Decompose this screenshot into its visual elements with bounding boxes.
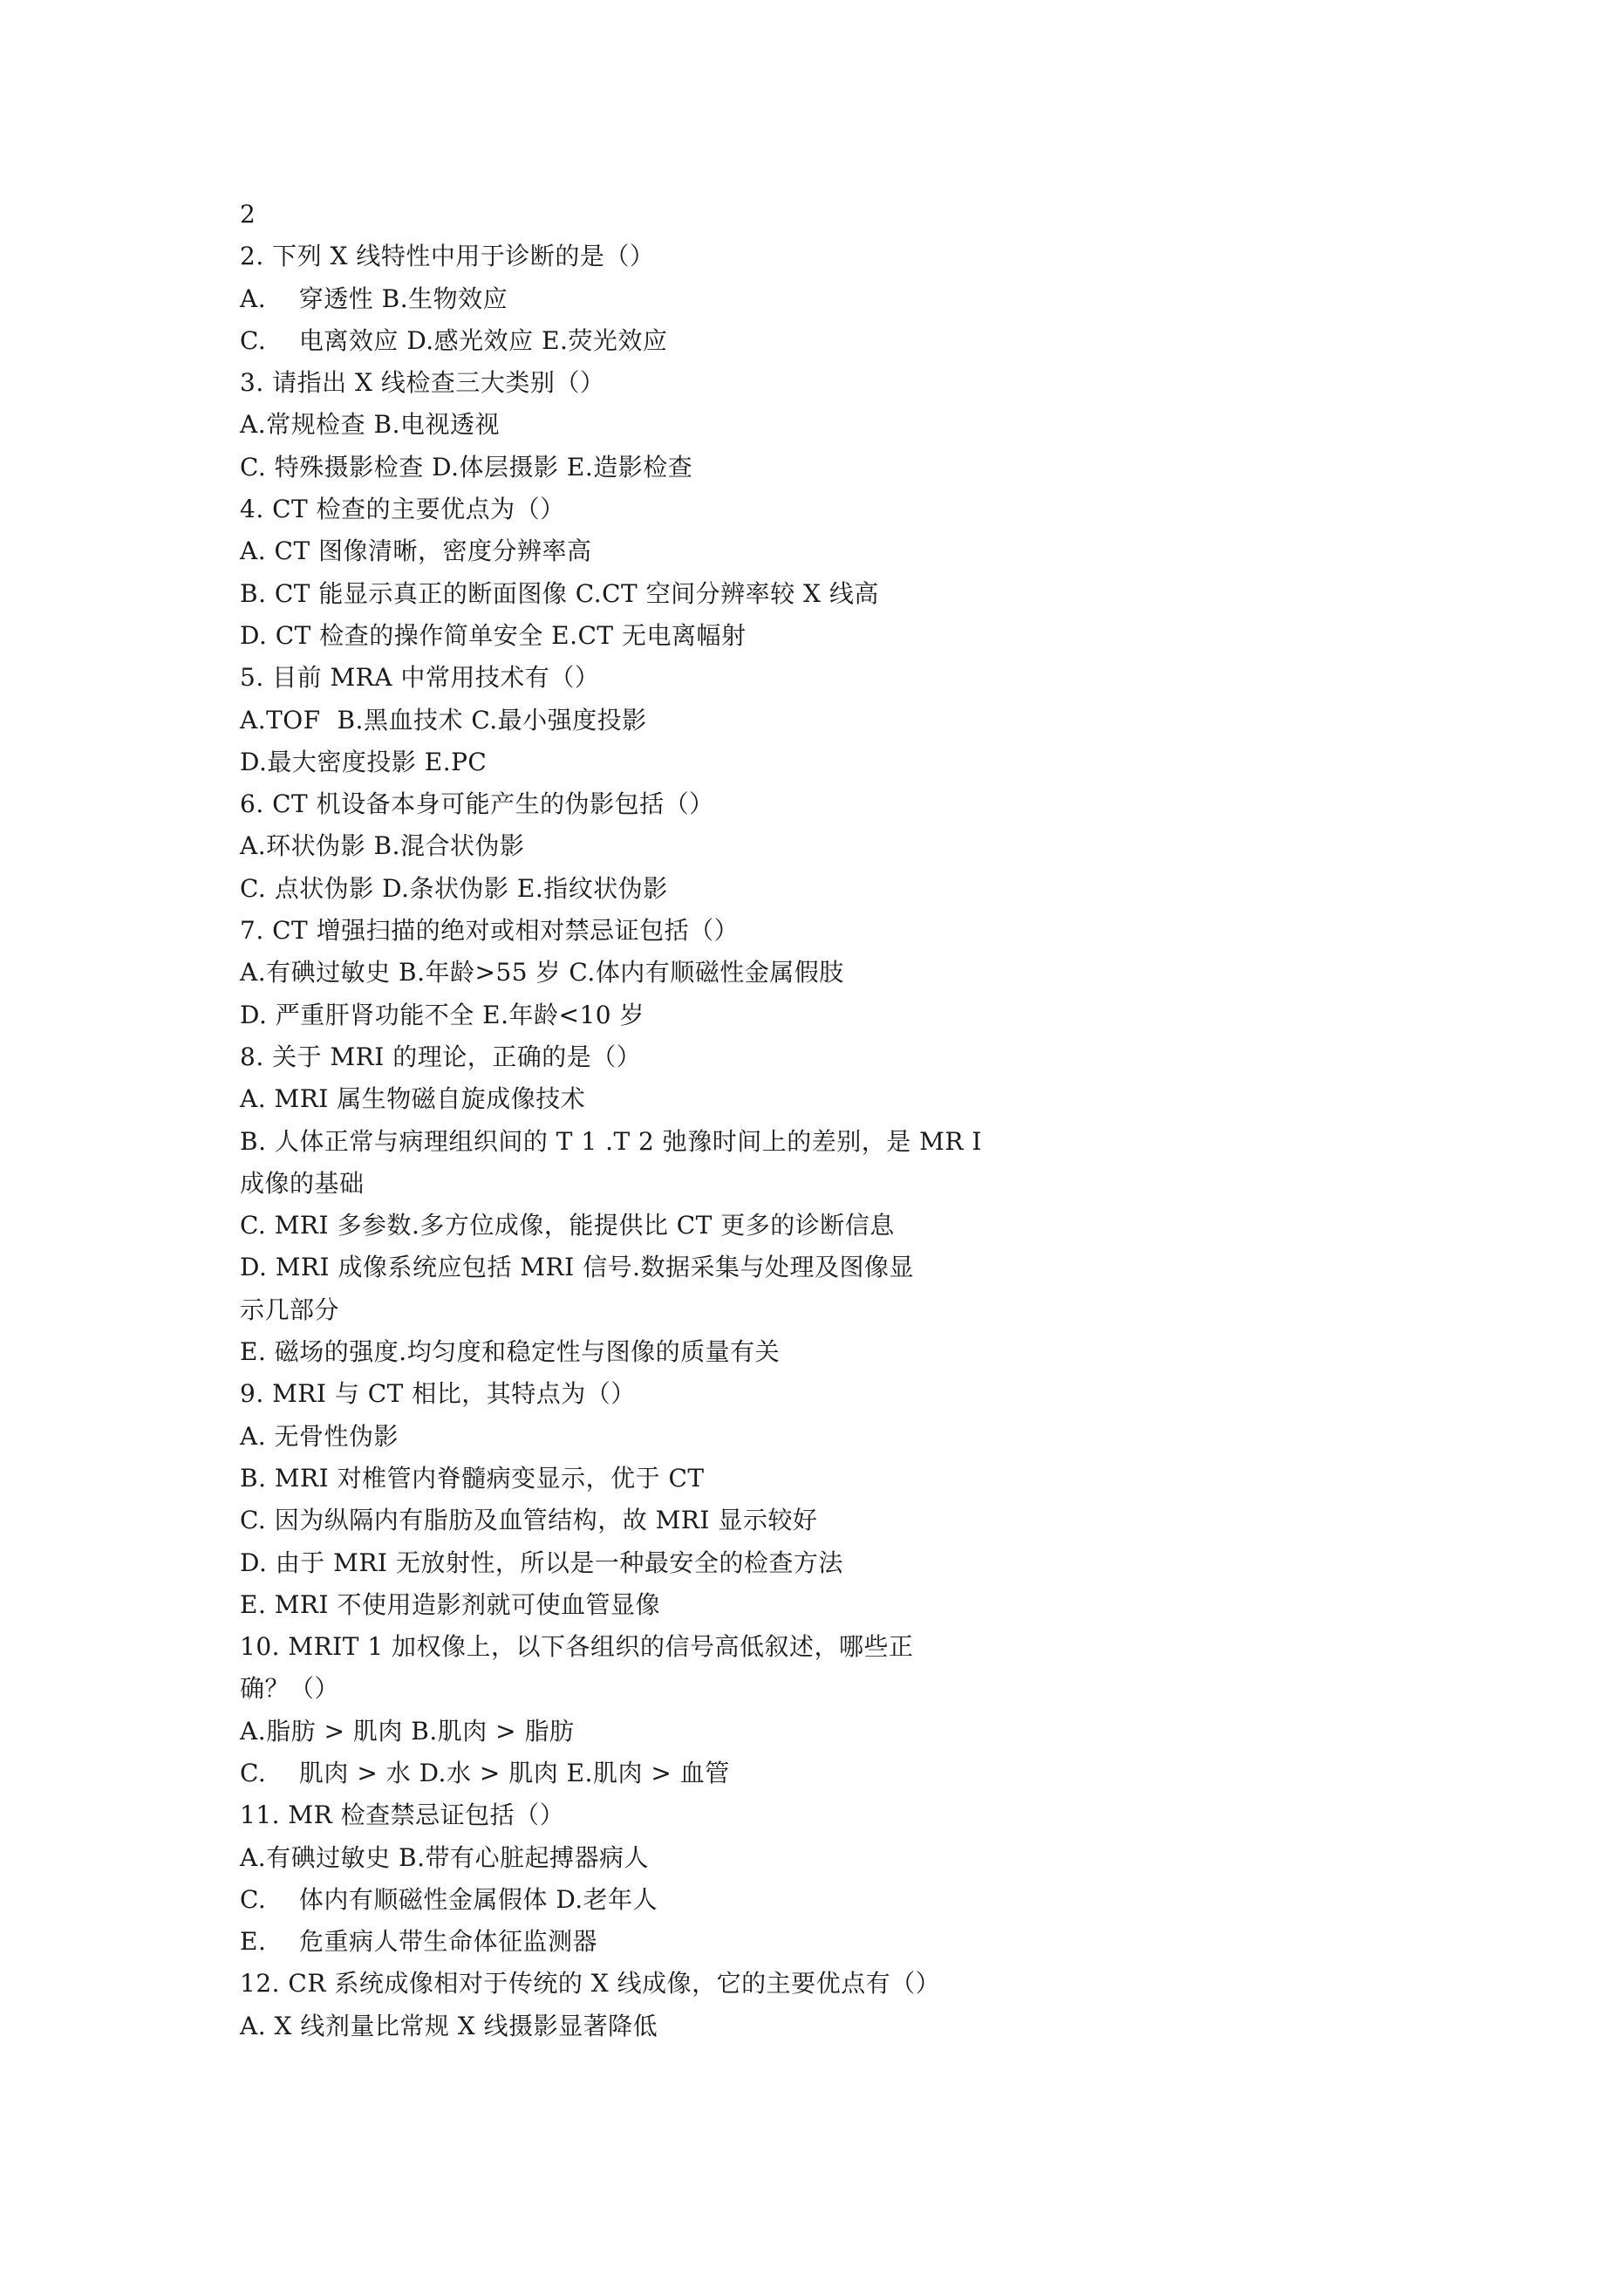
question-10-options-a-b: A.脂肪 > 肌肉 B.肌肉 > 脂肪 — [240, 1716, 575, 1746]
question-4: 4. CT 检查的主要优点为（） — [240, 495, 565, 524]
question-11-option-e: E. 危重病人带生命体征监测器 — [240, 1927, 597, 1957]
question-6: 6. CT 机设备本身可能产生的伪影包括（） — [240, 789, 714, 819]
question-8: 8. 关于 MRI 的理论，正确的是（） — [240, 1042, 642, 1071]
question-8-option-e: E. 磁场的强度.均匀度和稳定性与图像的质量有关 — [240, 1337, 781, 1367]
question-8-option-c: C. MRI 多参数.多方位成像，能提供比 CT 更多的诊断信息 — [240, 1211, 895, 1240]
question-10-options-c-e: C. 肌肉 > 水 D.水 > 肌肉 E.肌肉 > 血管 — [240, 1758, 730, 1787]
question-9-option-a: A. 无骨性伪影 — [240, 1421, 399, 1451]
question-10-cont: 确？（） — [240, 1674, 340, 1704]
question-11: 11. MR 检查禁忌证包括（） — [240, 1801, 565, 1830]
question-8-option-d: D. MRI 成像系统应包括 MRI 信号.数据采集与处理及图像显 — [240, 1253, 914, 1282]
question-5: 5. 目前 MRA 中常用技术有（） — [240, 663, 600, 693]
question-2-options-c-e: C. 电离效应 D.感光效应 E.荧光效应 — [240, 325, 668, 355]
question-11-options-a-b: A.有碘过敏史 B.带有心脏起搏器病人 — [240, 1842, 649, 1872]
question-11-options-c-d: C. 体内有顺磁性金属假体 D.老年人 — [240, 1884, 658, 1914]
question-7: 7. CT 增强扫描的绝对或相对禁忌证包括（） — [240, 916, 740, 946]
question-9-option-e: E. MRI 不使用造影剂就可使血管显像 — [240, 1589, 660, 1619]
question-2-options-a-b: A. 穿透性 B.生物效应 — [240, 284, 508, 313]
question-8-option-b: B. 人体正常与病理组织间的 T 1 .T 2 弛豫时间上的差别，是 MR I — [240, 1126, 982, 1156]
question-12: 12. CR 系统成像相对于传统的 X 线成像，它的主要优点有（） — [240, 1969, 941, 1999]
question-8-option-a: A. MRI 属生物磁自旋成像技术 — [240, 1084, 586, 1114]
question-9: 9. MRI 与 CT 相比，其特点为（） — [240, 1379, 636, 1409]
document-body — [240, 194, 1400, 2047]
question-6-options-c-e: C. 点状伪影 D.条状伪影 E.指纹状伪影 — [240, 873, 668, 903]
question-4-option-a: A. CT 图像清晰，密度分辨率高 — [240, 536, 592, 566]
question-9-option-c: C. 因为纵隔内有脂肪及血管结构，故 MRI 显示较好 — [240, 1506, 818, 1535]
question-9-option-b: B. MRI 对椎管内脊髓病变显示，优于 CT — [240, 1463, 705, 1493]
question-3-options-c-e: C. 特殊摄影检查 D.体层摄影 E.造影检查 — [240, 452, 693, 482]
page-number: 2 — [240, 200, 256, 229]
question-5-options-d-e: D.最大密度投影 E.PC — [240, 747, 488, 776]
question-7-options-a-c: A.有碘过敏史 B.年龄>55 岁 C.体内有顺磁性金属假肢 — [240, 958, 844, 987]
question-10: 10. MRIT 1 加权像上，以下各组织的信号高低叙述，哪些正 — [240, 1632, 914, 1662]
question-4-options-b-c: B. CT 能显示真正的断面图像 C.CT 空间分辨率较 X 线高 — [240, 578, 879, 608]
question-6-options-a-b: A.环状伪影 B.混合状伪影 — [240, 831, 525, 861]
question-4-options-d-e: D. CT 检查的操作简单安全 E.CT 无电离幅射 — [240, 620, 747, 650]
question-5-options-a-c: A.TOF B.黑血技术 C.最小强度投影 — [240, 705, 647, 735]
question-12-option-a: A. X 线剂量比常规 X 线摄影显著降低 — [240, 2011, 658, 2040]
question-7-options-d-e: D. 严重肝肾功能不全 E.年龄<10 岁 — [240, 1000, 644, 1029]
question-3-options-a-b: A.常规检查 B.电视透视 — [240, 410, 500, 440]
question-8-option-d-cont: 示几部分 — [240, 1295, 340, 1324]
question-8-option-b-cont: 成像的基础 — [240, 1168, 365, 1198]
question-2: 2. 下列 X 线特性中用于诊断的是（） — [240, 242, 655, 271]
question-9-option-d: D. 由于 MRI 无放射性，所以是一种最安全的检查方法 — [240, 1548, 843, 1577]
question-3: 3. 请指出 X 线检查三大类别（） — [240, 368, 605, 398]
